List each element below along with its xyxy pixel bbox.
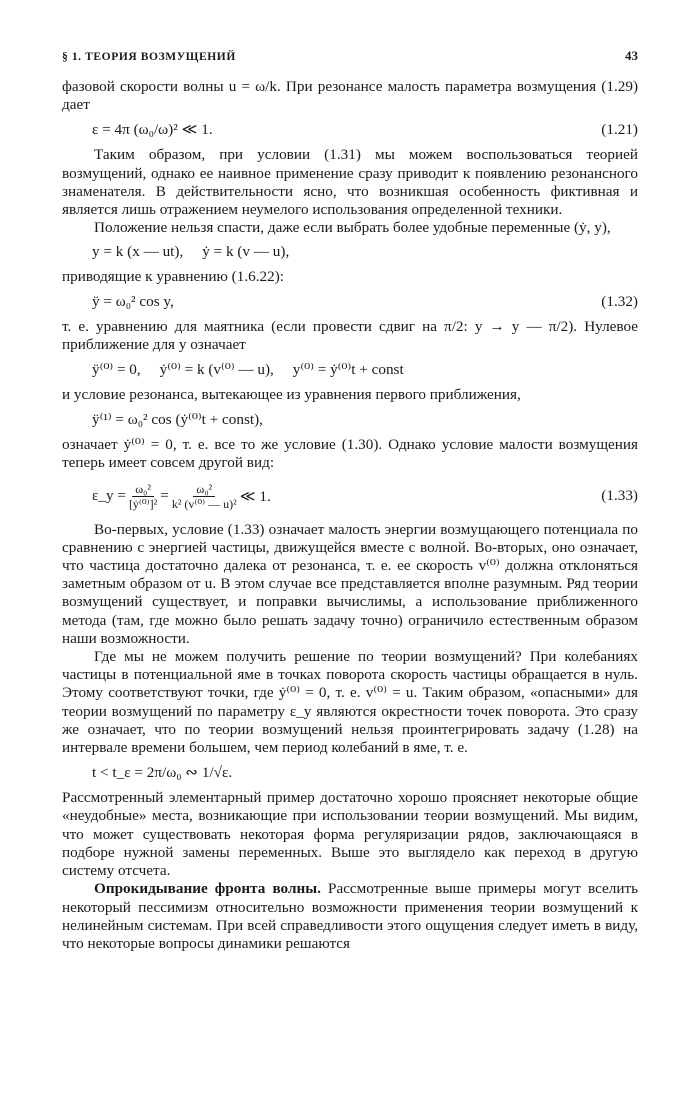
fraction-numerator: ω₀² xyxy=(193,482,215,497)
running-header xyxy=(62,48,638,64)
equals-sign: = xyxy=(160,487,169,505)
page-number: 43 xyxy=(625,48,638,63)
paragraph: Рассмотренный элементарный пример достаточно хорошо проясняет некоторые общие «неудобные» места, возникающие при использовании теории возмущений. Мы видим, что может существовать некоторая форма регуляризации рядов, заключающаяся в подборе нужной замены переменных. Выше это выглядело как переход в другую систему отсчета. xyxy=(62,789,638,880)
equation-rhs: ≪ 1. xyxy=(239,487,271,505)
section-title: § 1. ТЕОРИЯ ВОЗМУЩЕНИЙ xyxy=(62,51,236,63)
equation-formula: ÿ = ω₀² cos y, xyxy=(92,292,174,310)
paragraph-text: Рассмотренные выше примеры могут вселить некоторый пессимизм относительно возможности применения теории возмущений к нелинейным системам. При всей справедливости этого ощущения следует иметь в виду, что некоторые вопросы динамики решаются xyxy=(62,880,639,952)
paragraph xyxy=(62,880,638,953)
fraction xyxy=(172,482,237,511)
equation-formula xyxy=(92,482,271,511)
paragraph: приводящие к уравнению (1.6.22): xyxy=(62,268,284,286)
page xyxy=(62,48,638,953)
fraction-denominator: k² (v⁽⁰⁾ — u)² xyxy=(171,496,237,511)
equation-formula: ε = 4π (ω₀/ω)² ≪ 1. xyxy=(92,121,213,139)
equation-number: (1.33) xyxy=(601,487,638,505)
equation-1-33 xyxy=(62,482,638,511)
fraction-denominator: [ẏ⁽⁰⁾]² xyxy=(128,496,158,511)
equation-formula: ÿ⁽¹⁾ = ω₀² cos (ẏ⁽⁰⁾t + const), xyxy=(92,411,263,429)
equation-first-approximation xyxy=(62,410,638,429)
fraction xyxy=(129,482,157,511)
paragraph: означает ẏ⁽⁰⁾ = 0, т. е. все то же условие (1.30). Однако условие малости возмущения теперь имеет совсем другой вид: xyxy=(62,436,638,472)
equation-formula: t < t_ε = 2π/ω₀ ∾ 1/√ε. xyxy=(92,764,233,782)
equation-formula: ÿ⁽⁰⁾ = 0, ẏ⁽⁰⁾ = k (v⁽⁰⁾ — u), y⁽⁰⁾ = ẏ⁽⁰⁾t + const xyxy=(92,361,404,379)
equation-1-21 xyxy=(62,120,638,139)
equation-zero-approximation xyxy=(62,360,638,379)
paragraph: Положение нельзя спасти, даже если выбрать более удобные переменные (ẏ, y), xyxy=(94,219,611,237)
fraction-numerator: ω₀² xyxy=(132,482,154,497)
paragraph: и условие резонанса, вытекающее из уравнения первого приближения, xyxy=(62,386,521,404)
equation-1-32 xyxy=(62,293,638,311)
equation-number: (1.32) xyxy=(601,292,638,310)
equation-lhs: ε_y = xyxy=(92,487,126,505)
paragraph: фазовой скорости волны u = ω/k. При резонансе малость параметра возмущения (1.29) дает xyxy=(62,78,638,114)
paragraph: Во-первых, условие (1.33) означает малость энергии возмущающего потенциала по сравнению с энергией частицы, движущейся вместе с волной. Во-вторых, оно означает, что частица достаточно далека от резонанса, т. е. ее скорость v⁽⁰⁾ должна отклоняться заметным образом от u. В этом случае все представляется вполне разумным. Ряд теории возмущений существует, и поправки вычислимы, а использование приближенного метода (там, где можно было решать задачу точно) ограничило естественным образом наши возможности. xyxy=(62,520,638,647)
paragraph: т. е. уравнению для маятника (если провести сдвиг на π/2: y → y — π/2). Нулевое приближение для y означает xyxy=(62,317,638,353)
equation-time-bound xyxy=(62,763,638,782)
section-lead: Опрокидывание фронта волны. xyxy=(94,880,321,898)
paragraph: Таким образом, при условии (1.31) мы можем воспользоваться теорией возмущений, однако ее наивное применение сразу приводит к появлению резонансного знаменателя. В действительности ясно, что возникшая особенность фиктивная и является лишь отражением неумелого использования определенной техники. xyxy=(62,146,638,219)
equation-substitution xyxy=(62,243,638,261)
equation-formula: y = k (x — ut), ẏ = k (v — u), xyxy=(92,243,290,261)
paragraph: Где мы не можем получить решение по теории возмущений? При колебаниях частицы в потенциальной яме в точках поворота скорость частицы обращается в нуль. Этому соответствуют точки, где ẏ⁽⁰⁾ = 0, т. е. v⁽⁰⁾ = u. Таким образом, «опасными» для теории возмущений по параметру ε_y являются окрестности точек поворота. Это сразу же означает, что по теории возмущений нельзя проинтегрировать задачу (1.28) на интервале времени большем, чем период колебаний в яме, т. е. xyxy=(62,648,638,757)
equation-number: (1.21) xyxy=(601,120,638,138)
